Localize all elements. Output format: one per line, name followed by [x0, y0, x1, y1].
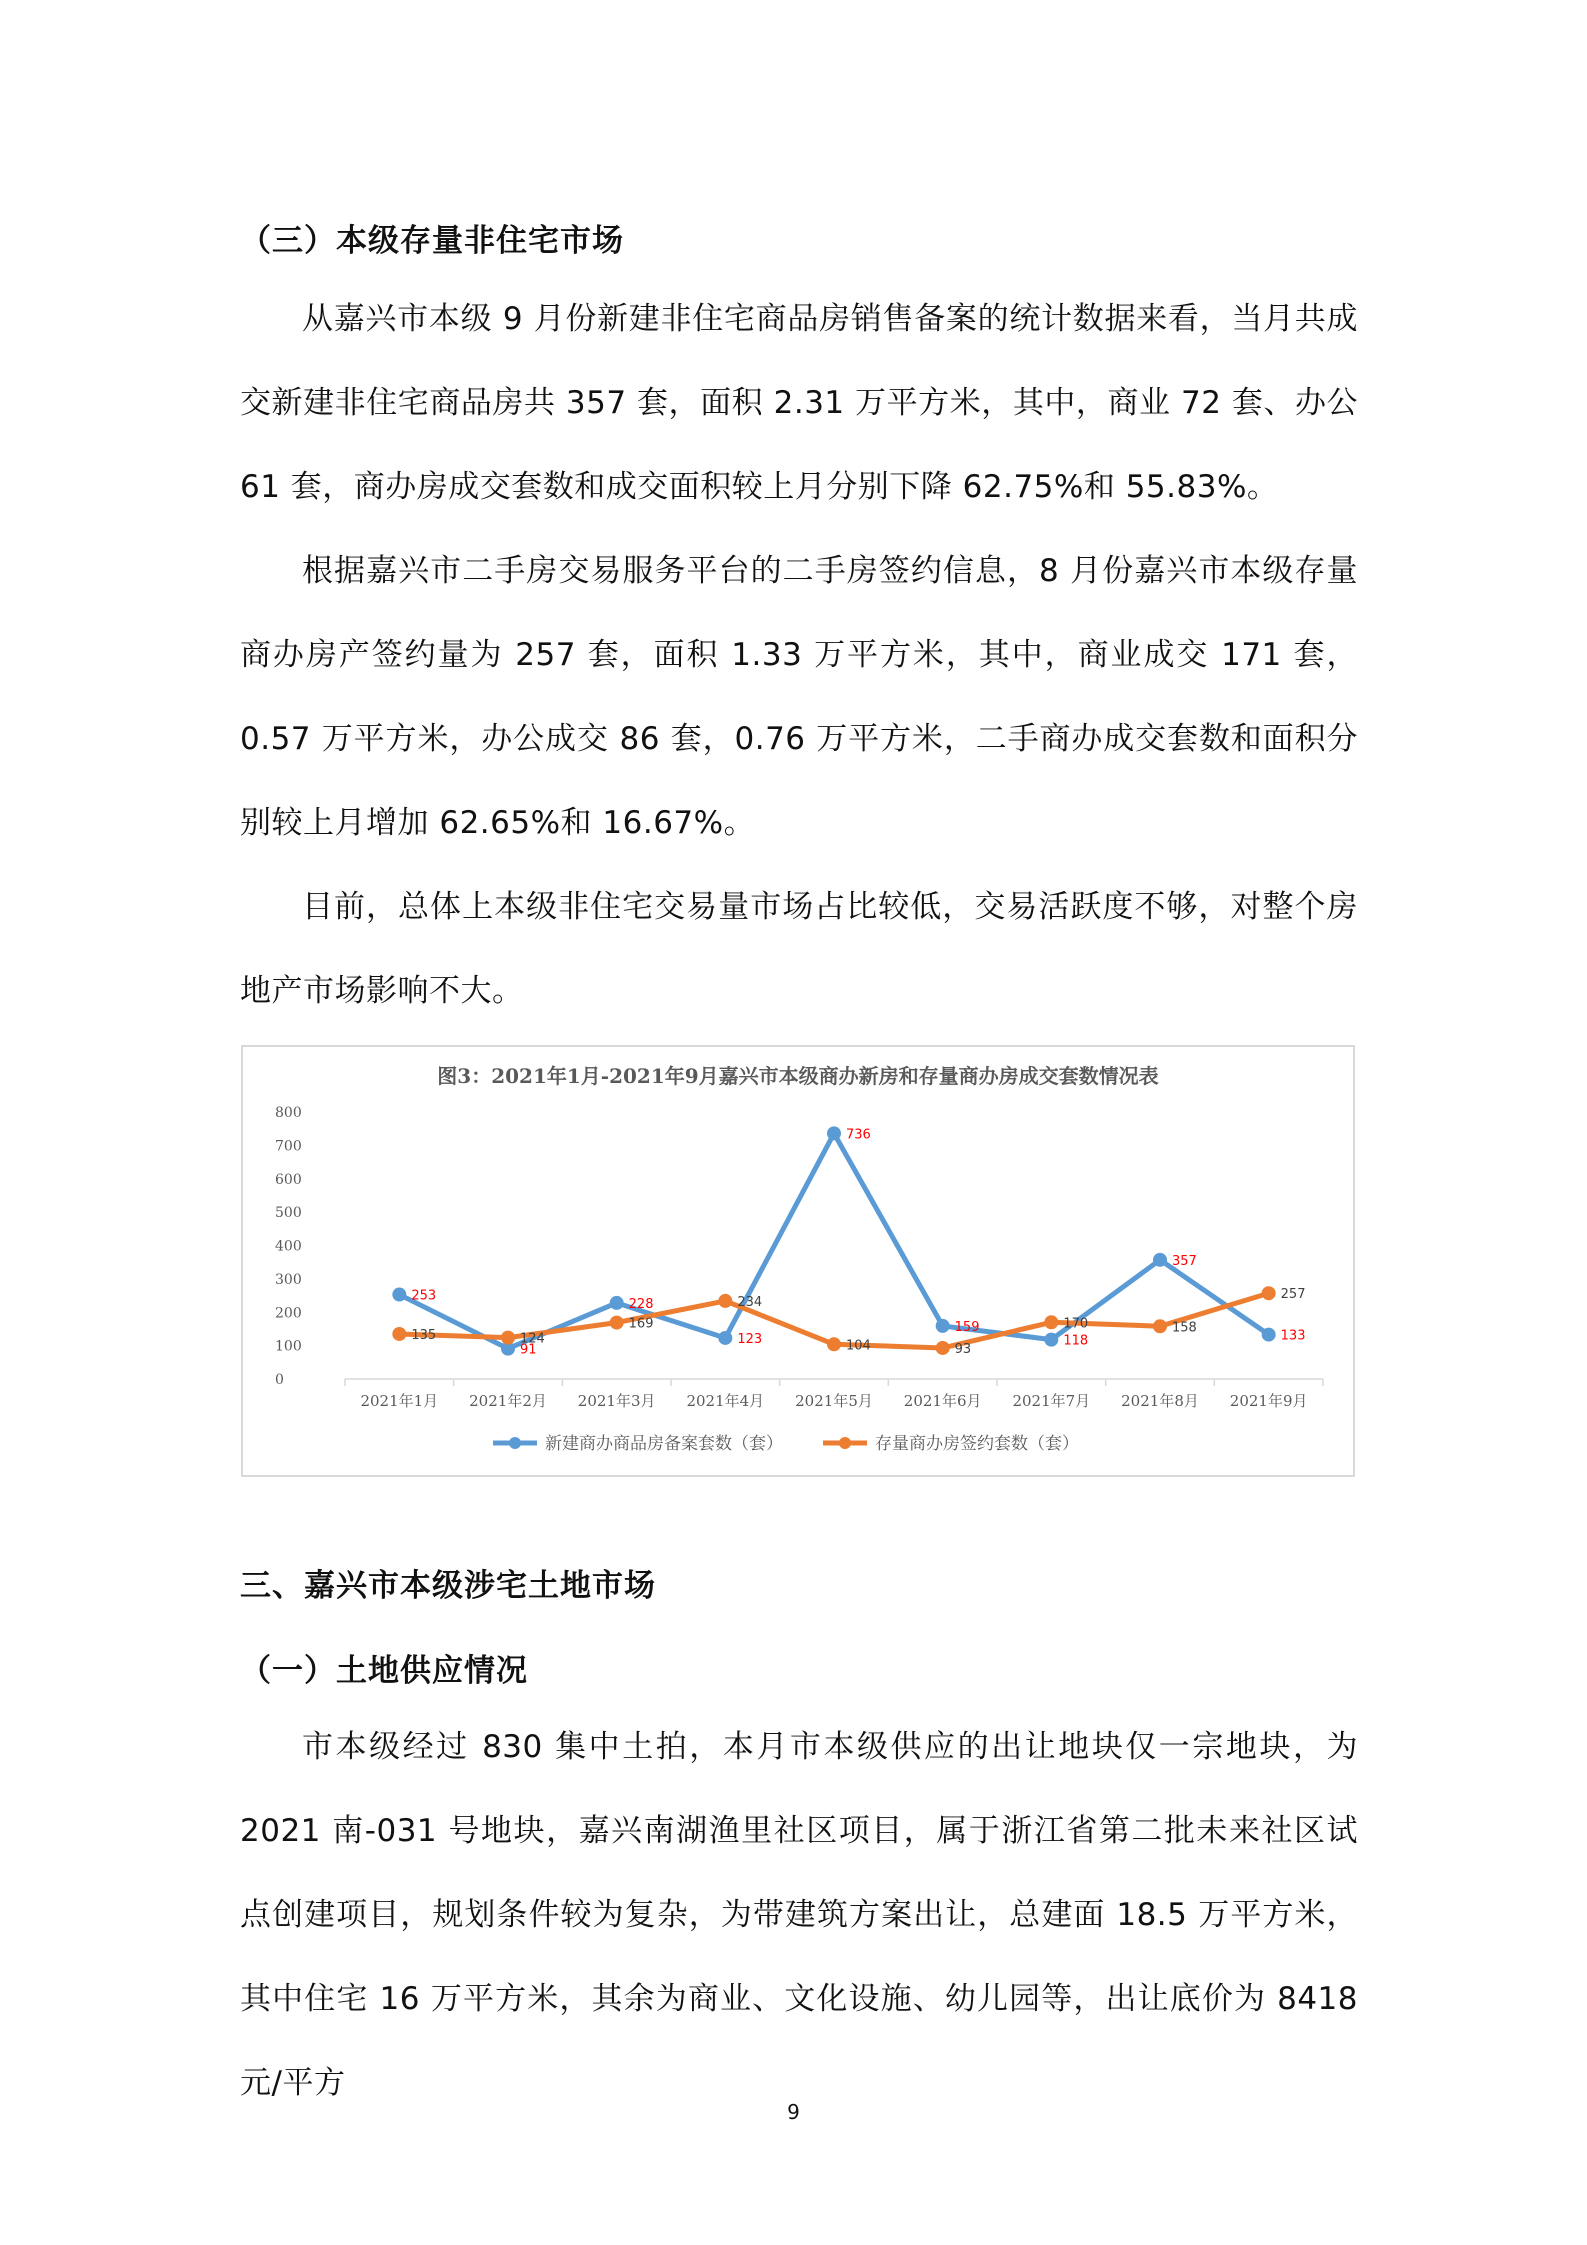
data-point-series-1 [392, 1288, 406, 1302]
chart-title: 图3：2021年1月-2021年9月嘉兴市本级商办新房和存量商办房成交套数情况表 [437, 1064, 1159, 1088]
data-label-series-2: 234 [737, 1294, 763, 1310]
data-point-series-1 [827, 1126, 841, 1140]
x-axis-ticks [345, 1379, 1323, 1410]
data-label-series-1: 133 [1280, 1328, 1306, 1344]
data-point-series-1 [936, 1319, 950, 1333]
data-label-series-2: 170 [1063, 1316, 1089, 1332]
series-points [392, 1126, 1275, 1355]
data-label-series-2: 104 [846, 1338, 871, 1354]
x-category-label: 2021年3月 [577, 1392, 656, 1410]
data-point-series-2 [718, 1294, 732, 1308]
data-point-series-2 [1153, 1319, 1167, 1333]
y-tick-label: 0 [275, 1372, 284, 1388]
data-labels [411, 1127, 1305, 1357]
data-point-series-1 [1153, 1253, 1167, 1267]
x-category-label: 2021年7月 [1012, 1392, 1091, 1410]
y-tick-label: 200 [275, 1305, 302, 1322]
section-heading-land-supply: （一）土地供应情况 [240, 1653, 528, 1689]
data-label-series-1: 736 [846, 1127, 871, 1143]
x-category-label: 2021年2月 [469, 1392, 547, 1410]
series-lines [399, 1133, 1268, 1348]
section-heading-nonresidential: （三）本级存量非住宅市场 [240, 223, 624, 259]
data-point-series-2 [936, 1341, 950, 1355]
x-category-label: 2021年1月 [360, 1392, 439, 1410]
legend-marker-2 [839, 1437, 851, 1449]
chart-legend [493, 1434, 1079, 1454]
legend-label-1: 新建商办商品房备案套数（套） [545, 1434, 783, 1454]
legend-marker-1 [509, 1437, 521, 1449]
data-label-series-1: 118 [1063, 1333, 1089, 1349]
y-tick-label: 500 [275, 1205, 302, 1222]
data-point-series-2 [1262, 1286, 1276, 1300]
paragraph-land-supply: 市本级经过 830 集中土拍，本月市本级供应的出让地块仅一宗地块，为 2021 南-031 号地块，嘉兴南湖渔里社区项目，属于浙江省第二批未来社区试点创建项目，规划条件较为复杂，为带建筑方案出让，总建面 18.5 万平方米，其中住宅 16 万平方米，其余为商业、文化设施、幼儿园等，出让底价为 8418 元/平方 [240, 1729, 1358, 2101]
x-category-label: 2021年6月 [903, 1392, 982, 1410]
y-axis-ticks [275, 1105, 302, 1388]
data-point-series-2 [392, 1327, 406, 1341]
y-tick-label: 600 [275, 1171, 302, 1188]
data-label-series-1: 91 [520, 1342, 537, 1358]
data-point-series-2 [501, 1331, 515, 1345]
page-number: 9 [787, 2100, 800, 2124]
y-tick-label: 700 [275, 1138, 302, 1155]
y-tick-label: 300 [275, 1271, 302, 1288]
line-chart-commercial-transactions [241, 1045, 1355, 1477]
x-category-label: 2021年9月 [1229, 1392, 1308, 1410]
data-point-series-1 [718, 1331, 732, 1345]
data-label-series-1: 253 [411, 1288, 437, 1304]
chart-svg [243, 1047, 1353, 1475]
data-point-series-1 [1262, 1328, 1276, 1342]
data-label-series-2: 135 [411, 1327, 437, 1343]
x-category-label: 2021年5月 [795, 1392, 873, 1410]
data-label-series-1: 123 [737, 1331, 763, 1347]
data-label-series-1: 357 [1172, 1253, 1197, 1269]
data-label-series-2: 257 [1280, 1287, 1306, 1303]
series-line-1 [399, 1133, 1268, 1348]
section-heading-land-market: 三、嘉兴市本级涉宅土地市场 [240, 1568, 656, 1604]
paragraph-new-nonresidential-sales: 从嘉兴市本级 9 月份新建非住宅商品房销售备案的统计数据来看，当月共成交新建非住宅商品房共 357 套，面积 2.31 万平方米，其中，商业 72 套、办公 61 套，商办房成交套数和成交面积较上月分别下降 62.75%和 55.83%。 [240, 301, 1358, 505]
paragraph-secondhand-commercial: 根据嘉兴市二手房交易服务平台的二手房签约信息，8 月份嘉兴市本级存量商办房产签约量为 257 套，面积 1.33 万平方米，其中，商业成交 171 套，0.57 万平方米，办公成交 86 套，0.76 万平方米，二手商办成交套数和面积分别较上月增加 62.65%和 16.67%。 [240, 553, 1358, 841]
data-label-series-2: 158 [1172, 1320, 1197, 1336]
data-point-series-2 [610, 1316, 624, 1330]
y-tick-label: 100 [275, 1338, 302, 1355]
data-point-series-2 [1044, 1315, 1058, 1329]
x-category-label: 2021年4月 [686, 1392, 765, 1410]
data-label-series-1: 228 [628, 1296, 654, 1312]
x-category-label: 2021年8月 [1121, 1392, 1199, 1410]
y-tick-label: 800 [275, 1105, 302, 1121]
data-label-series-2: 169 [628, 1316, 654, 1332]
data-point-series-1 [1044, 1333, 1058, 1347]
legend-label-2: 存量商办房签约套数（套） [875, 1434, 1079, 1454]
data-label-series-2: 93 [954, 1341, 972, 1357]
data-label-series-1: 159 [954, 1319, 980, 1335]
data-point-series-2 [827, 1337, 841, 1351]
data-point-series-1 [610, 1296, 624, 1310]
data-label-series-2: 124 [520, 1331, 545, 1347]
y-tick-label: 400 [275, 1238, 302, 1255]
paragraph-market-summary: 目前，总体上本级非住宅交易量市场占比较低，交易活跃度不够，对整个房地产市场影响不大。 [240, 889, 1358, 1009]
